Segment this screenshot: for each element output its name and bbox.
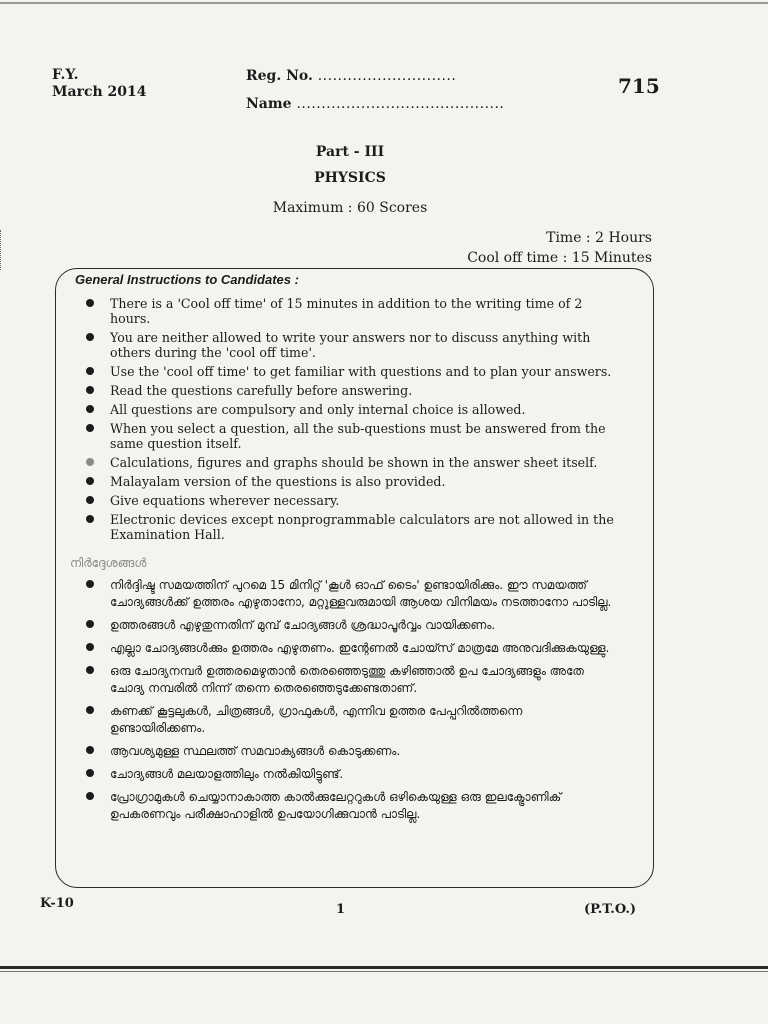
paper-code: 715	[618, 74, 660, 98]
name-label: Name	[246, 96, 292, 112]
bullet-icon	[86, 580, 94, 588]
list-item: ഒരു ചോദ്യനമ്പർ ഉത്തരമെഴുതാൻ തെരഞ്ഞെടുത്തു കഴിഞ്ഞാൽ ഉപ ചോദ്യങ്ങളും അതേ ചോദ്യ നമ്പരിൽ നിന്ന് തന്നെ തെരഞ്ഞെടുക്കേണ്ടതാണ്.	[84, 663, 616, 697]
list-item: ചോദ്യങ്ങൾ മലയാളത്തിലും നൽകിയിട്ടുണ്ട്.	[84, 766, 616, 783]
list-item: കണക്ക് കൂട്ടലുകൾ, ചിത്രങ്ങൾ, ഗ്രാഫുകൾ, എന്നിവ ഉത്തര പേപ്പറിൽത്തന്നെ ഉണ്ടായിരിക്കണം.	[84, 703, 616, 737]
list-item: Use the 'cool off time' to get familiar with questions and to plan your answers.	[84, 364, 624, 379]
bullet-icon	[86, 706, 94, 714]
footer-code: K-10	[40, 896, 74, 911]
bullet-icon	[86, 620, 94, 628]
list-item: Read the questions carefully before answering.	[84, 383, 624, 398]
reg-no-label: Reg. No.	[246, 68, 313, 84]
bullet-icon	[86, 386, 94, 394]
bullet-icon	[86, 769, 94, 777]
time-allowed: Time : 2 Hours	[546, 230, 652, 246]
exam-session: March 2014	[52, 84, 147, 100]
exam-level: F.Y.	[52, 67, 79, 83]
bullet-icon	[86, 746, 94, 754]
name-dots: ..........................................	[296, 96, 505, 112]
english-instructions-list	[84, 296, 624, 546]
maximum-scores: Maximum : 60 Scores	[272, 200, 428, 216]
list-item: ഉത്തരങ്ങൾ എഴുതുന്നതിന് മുമ്പ് ചോദ്യങ്ങൾ ശ്രദ്ധാപൂർവ്വം വായിക്കണം.	[84, 617, 616, 634]
bullet-icon	[86, 367, 94, 375]
list-item: Give equations wherever necessary.	[84, 493, 624, 508]
left-scan-edge	[0, 230, 6, 270]
bullet-icon	[86, 405, 94, 413]
bullet-icon	[86, 458, 94, 466]
bullet-icon	[86, 643, 94, 651]
bottom-scan-edge	[0, 966, 768, 969]
bottom-scan-edge-line	[0, 971, 768, 972]
name-field	[246, 96, 504, 112]
bullet-icon	[86, 477, 94, 485]
malayalam-instructions-heading: നിർദ്ദേശങ്ങൾ	[70, 556, 147, 570]
bullet-icon	[86, 333, 94, 341]
bullet-icon	[86, 515, 94, 523]
reg-no-field	[246, 68, 456, 84]
list-item: There is a 'Cool off time' of 15 minutes in addition to the writing time of 2 hours.	[84, 296, 624, 326]
exam-level-block	[52, 67, 147, 101]
subject-heading: PHYSICS	[314, 170, 386, 186]
list-item: ആവശ്യമുള്ള സ്ഥലത്ത് സമവാക്യങ്ങൾ കൊടുക്കണം.	[84, 743, 616, 760]
part-heading: Part - III	[315, 144, 385, 160]
pto-label: (P.T.O.)	[584, 902, 637, 917]
bullet-icon	[86, 299, 94, 307]
list-item: When you select a question, all the sub-questions must be answered from the same question itself.	[84, 421, 624, 451]
bullet-icon	[86, 666, 94, 674]
list-item: You are neither allowed to write your answers nor to discuss anything with others during the 'cool off time'.	[84, 330, 624, 360]
list-item: All questions are compulsory and only internal choice is allowed.	[84, 402, 624, 417]
list-item: Electronic devices except nonprogrammable calculators are not allowed in the Examination Hall.	[84, 512, 624, 542]
list-item: പ്രോഗ്രാമുകൾ ചെയ്യാനാകാത്ത കാൽക്കുലേറ്ററുകൾ ഒഴികെയുള്ള ഒരു ഇലക്ട്രോണിക് ഉപകരണവും പരീക്ഷാഹാളിൽ ഉപയോഗിക്കുവാൻ പാടില്ല.	[84, 789, 616, 823]
bullet-icon	[86, 792, 94, 800]
bullet-icon	[86, 496, 94, 504]
cool-off-time: Cool off time : 15 Minutes	[467, 250, 652, 266]
list-item: Malayalam version of the questions is also provided.	[84, 474, 624, 489]
instructions-title: General Instructions to Candidates :	[75, 272, 299, 287]
list-item: Calculations, figures and graphs should be shown in the answer sheet itself.	[84, 455, 624, 470]
list-item: നിർദ്ദിഷ്ട സമയത്തിന് പുറമെ 15 മിനിറ്റ് 'കൂൾ ഓഫ് ടൈം' ഉണ്ടായിരിക്കും. ഈ സമയത്ത് ചോദ്യങ്ങൾക്ക് ഉത്തരം എഴുതാനോ, മറ്റുള്ളവരുമായി ആശയ വിനിമയം നടത്താനോ പാടില്ല.	[84, 577, 616, 611]
list-item: എല്ലാ ചോദ്യങ്ങൾക്കും ഉത്തരം എഴുതണം. ഇന്റേണൽ ചോയ്സ് മാത്രമേ അനുവദിക്കുകയുള്ളു.	[84, 640, 616, 657]
malayalam-instructions-list	[84, 577, 616, 829]
page-number: 1	[336, 902, 346, 917]
bullet-icon	[86, 424, 94, 432]
top-scan-edge	[0, 2, 768, 4]
reg-no-dots: ............................	[317, 68, 457, 84]
